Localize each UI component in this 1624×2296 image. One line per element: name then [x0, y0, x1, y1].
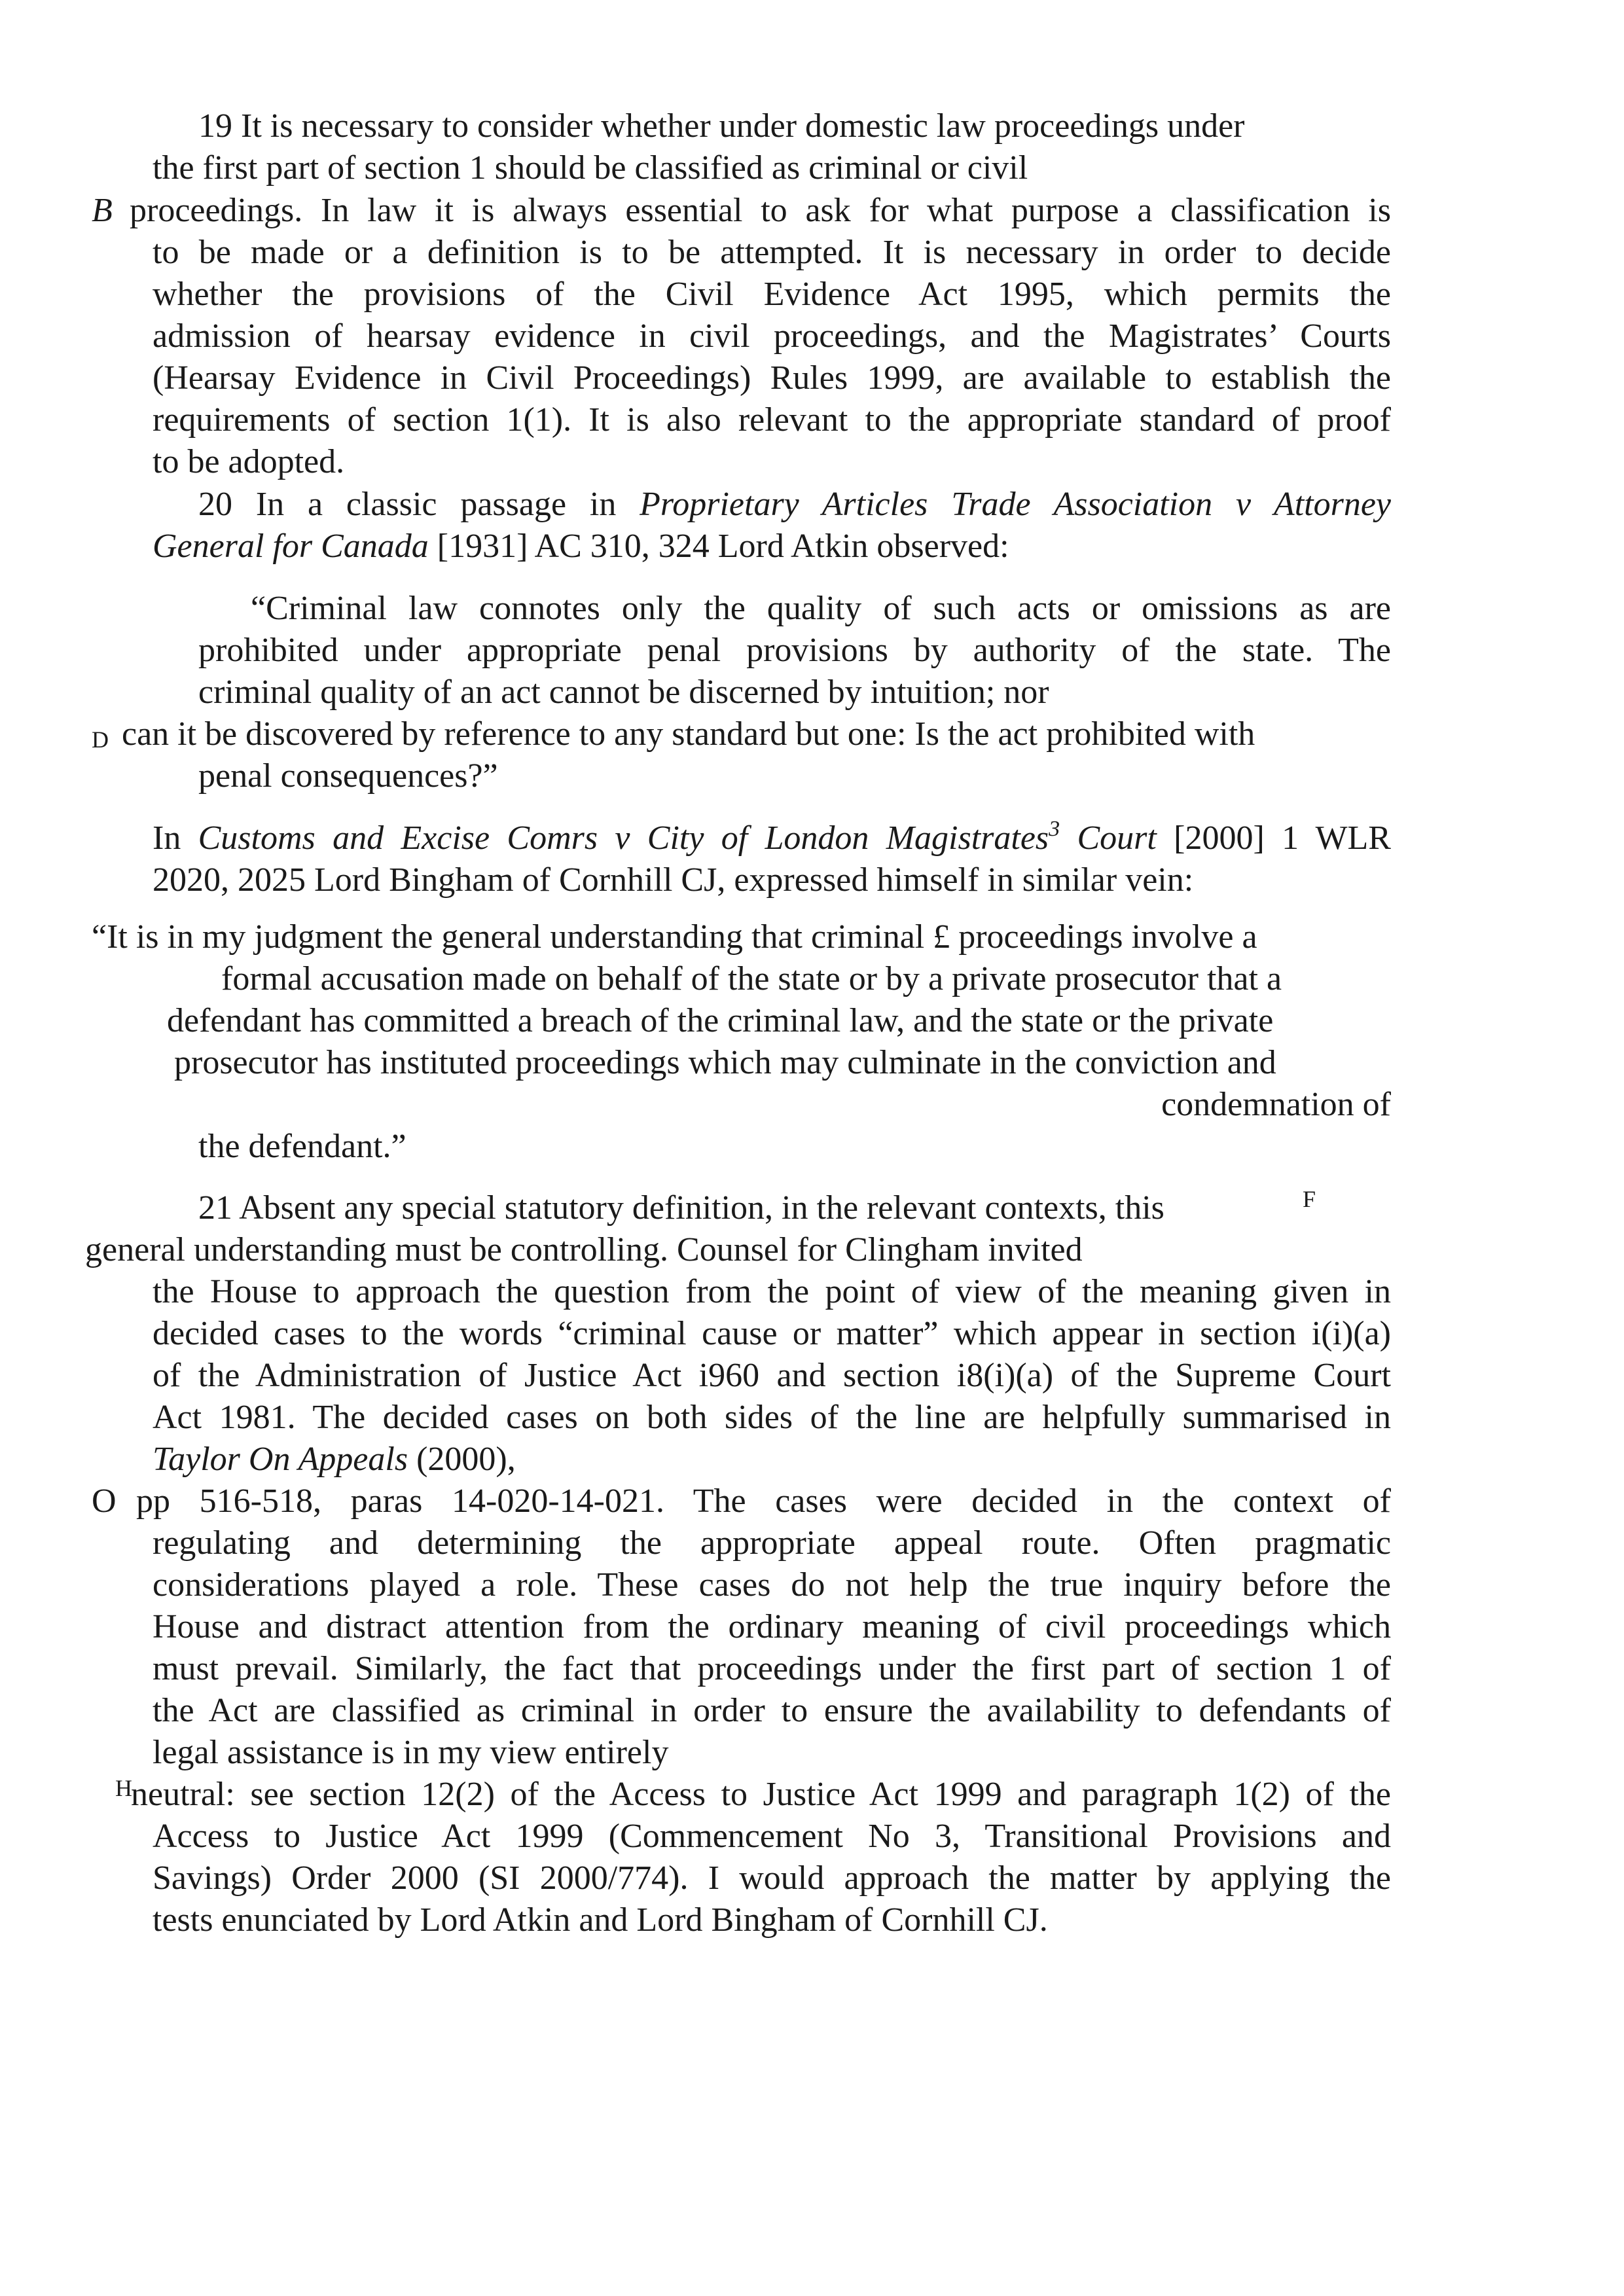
para21-line-16: Access to Justice Act 1999 (Commencement No 3, Transitional Provisions and [153, 1818, 1391, 1855]
para21-line-18: tests enunciated by Lord Atkin and Lord Bingham of Cornhill CJ. [153, 1901, 1048, 1939]
para19-line-6: admission of hearsay evidence in civil proceedings, and the Magistrates’ Courts [153, 317, 1391, 355]
para19-line-8: requirements of section 1(1). It is also relevant to the appropriate standard of proof [153, 401, 1391, 439]
bingham-quote-line-3: defendant has committed a breach of the criminal law, and the state or the private [167, 1002, 1274, 1039]
atkin-quote-line-1: “Criminal law connotes only the quality of such acts or omissions as are [251, 590, 1391, 627]
para21-line-3: the House to approach the question from the point of view of the meaning given in [153, 1273, 1391, 1310]
bingham-case-title-b: Court [1060, 819, 1157, 857]
para21-line-10: considerations played a role. These cases do not help the true inquiry before the [153, 1566, 1391, 1604]
taylor-year: (2000), [408, 1441, 516, 1478]
para21-line-7 [153, 1439, 516, 1480]
para21-line-2: general understanding must be controlling. Counsel for Clingham invited [85, 1231, 1083, 1268]
margin-letter-b: B [92, 192, 113, 229]
bingham-quote-line-2: formal accusation made on behalf of the state or by a private prosecutor that a [221, 960, 1282, 997]
bingham-quote-line-1: “It is in my judgment the general understanding that criminal £ proceedings involve a [92, 918, 1257, 956]
bingham-quote-line-6: the defendant.” [198, 1128, 406, 1165]
bingham-citation: [2000] 1 WLR [1156, 819, 1391, 857]
para19-line-3: proceedings. In law it is always essential to ask for what purpose a classification is [130, 192, 1391, 229]
para19-line-4: to be made or a definition is to be attempted. It is necessary in order to decide [153, 234, 1391, 271]
bingham-intro-line-2: 2020, 2025 Lord Bingham of Cornhill CJ, expressed himself in similar vein: [153, 861, 1194, 899]
para21-line-14: legal assistance is in my view entirely [153, 1734, 669, 1771]
bingham-case-title-a: Customs and Excise Comrs v City of London Magistrates [198, 819, 1049, 857]
para21-line-8: pp 516-518, paras 14-020-14-021. The cases were decided in the context of [136, 1482, 1391, 1520]
para19-line-9: to be adopted. [153, 443, 345, 480]
margin-letter-d: D [92, 726, 109, 753]
para19-line-5: whether the provisions of the Civil Evidence Act 1995, which permits the [153, 276, 1391, 313]
taylor-title: Taylor On Appeals [153, 1441, 408, 1478]
para19-line-2: the first part of section 1 should be classified as criminal or civil [153, 149, 1028, 187]
para20-line-2 [153, 526, 1009, 567]
para21-line-1: 21 Absent any special statutory definition, in the relevant contexts, this [198, 1189, 1164, 1227]
para20-line-1 [198, 484, 1391, 526]
atkin-quote-line-2: prohibited under appropriate penal provisions by authority of the state. The [198, 632, 1391, 669]
para20-citation: [1931] AC 310, 324 Lord Atkin observed: [428, 528, 1009, 565]
bingham-quote-line-4: prosecutor has instituted proceedings which may culminate in the conviction and [174, 1044, 1276, 1081]
margin-letter-f: F [1303, 1186, 1316, 1212]
margin-letter-h: H [115, 1775, 132, 1801]
para21-line-13: the Act are classified as criminal in order to ensure the availability to defendants of [153, 1692, 1391, 1729]
para21-line-9: regulating and determining the appropriate appeal route. Often pragmatic [153, 1524, 1391, 1562]
para21-line-11: House and distract attention from the ordinary meaning of civil proceedings which [153, 1608, 1391, 1645]
para19-line-1: 19 It is necessary to consider whether under domestic law proceedings under [198, 107, 1245, 145]
para21-line-15: neutral: see section 12(2) of the Access to Justice Act 1999 and paragraph 1(2) of the [131, 1776, 1391, 1813]
bingham-intro-prefix: In [153, 819, 198, 857]
bingham-intro-line-1 [153, 817, 1391, 859]
para21-line-17: Savings) Order 2000 (SI 2000/774). I would approach the matter by applying the [153, 1859, 1391, 1897]
atkin-quote-line-4: can it be discovered by reference to any standard but one: Is the act prohibited with [122, 715, 1255, 753]
para20-prefix: 20 In a classic passage in [198, 486, 640, 523]
para21-line-4: decided cases to the words “criminal cause or matter” which appear in section i(i)(a) [153, 1315, 1391, 1352]
bingham-case-sup: 3 [1049, 817, 1060, 841]
bingham-quote-line-5: condemnation of [1161, 1086, 1391, 1123]
para21-line-6: Act 1981. The decided cases on both sides of the line are helpfully summarised in [153, 1399, 1391, 1436]
para20-case-title-a: Proprietary Articles Trade Association v Attorney [640, 486, 1391, 523]
bingham-case-title [198, 819, 1157, 857]
margin-letter-g: O [92, 1482, 117, 1520]
atkin-quote-line-3: criminal quality of an act cannot be discerned by intuition; nor [198, 673, 1049, 711]
para19-line-7: (Hearsay Evidence in Civil Proceedings) Rules 1999, are available to establish the [153, 359, 1391, 397]
para21-line-5: of the Administration of Justice Act i960 and section i8(i)(a) of the Supreme Court [153, 1357, 1391, 1394]
para21-line-12: must prevail. Similarly, the fact that proceedings under the first part of section 1 of [153, 1650, 1391, 1687]
para20-case-title-b: General for Canada [153, 528, 429, 565]
atkin-quote-line-5: penal consequences?” [198, 757, 498, 795]
